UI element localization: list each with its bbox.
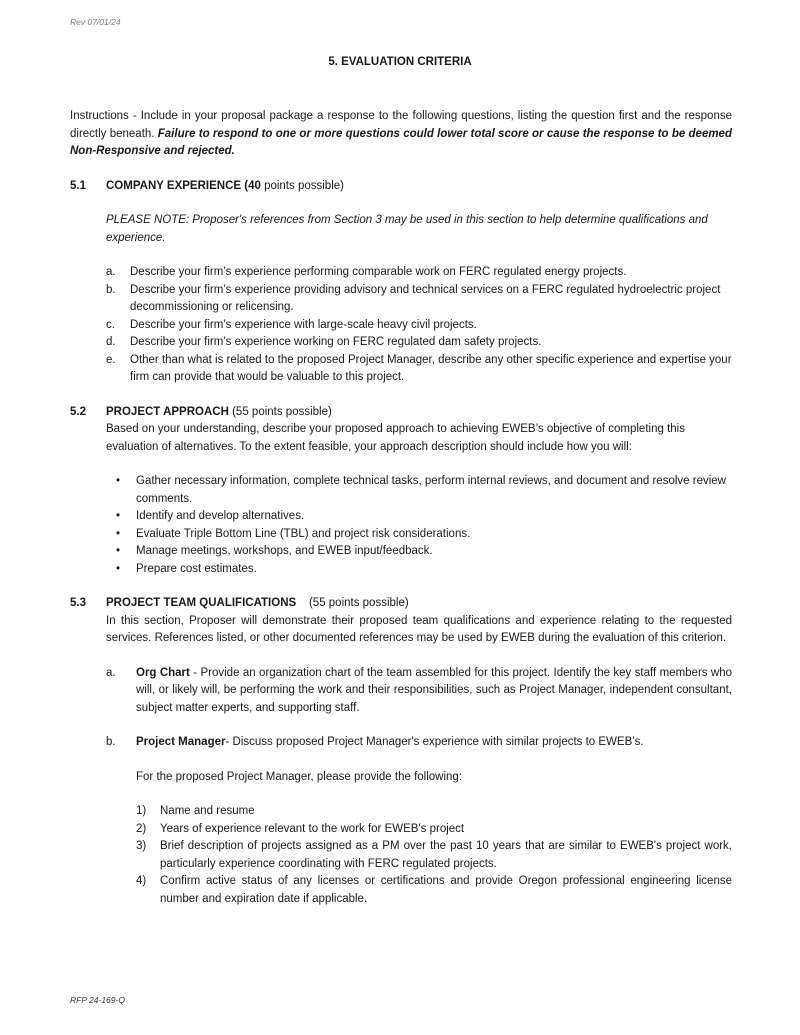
list-marker: a. [106, 266, 116, 278]
page-title: 5. EVALUATION CRITERIA [328, 56, 472, 68]
section-heading-points: points possible) [260, 179, 344, 192]
section-number: 5.2 [70, 405, 86, 418]
list-item-text: Describe your firm’s experience performing comparable work on FERC regulated energy projects. [130, 266, 627, 278]
section-heading-bold: COMPANY EXPERIENCE (40 [106, 179, 261, 192]
list-marker: 2) [136, 822, 147, 835]
section-heading [106, 404, 732, 422]
list-item [136, 803, 732, 821]
revision-date: Rev 07/01/24 [70, 17, 121, 27]
list-item [136, 873, 732, 908]
section-heading-bold: PROJECT APPROACH [106, 405, 229, 418]
list-item-text: Manage meetings, workshops, and EWEB input/feedback. [136, 545, 433, 557]
list-item [106, 561, 732, 579]
bullet-icon: • [116, 562, 121, 575]
list-item-text: Describe your firm’s experience working on FERC regulated dam safety projects. [130, 336, 542, 348]
section-number: 5.3 [70, 597, 86, 609]
list-item-text: Prepare cost estimates. [136, 562, 257, 575]
list-marker: a. [106, 666, 116, 679]
instructions-text: Instructions - Include in your proposal package a response to the following questions, listing the question first and the response directly beneath. [70, 110, 732, 140]
list-item [106, 508, 732, 526]
experience-questions [106, 264, 732, 387]
project-manager-requirements [136, 803, 732, 908]
list-item [106, 282, 732, 317]
list-marker: c. [106, 318, 115, 331]
list-marker: 4) [136, 875, 147, 887]
instructions-warning: Failure to respond to one or more questions could lower total score or cause the response to be deemed Non-Responsive and rejected. [70, 127, 732, 157]
section-heading [106, 595, 732, 613]
section-number: 5.1 [70, 179, 86, 192]
project-manager-lead: For the proposed Project Manager, please provide the following: [136, 770, 463, 783]
list-item-text: Identify and develop alternatives. [136, 510, 305, 522]
list-item-text: Describe your firm’s experience providing advisory and technical services on a FERC regulated hydroelectric project decommissioning or relicensing. [130, 283, 721, 313]
list-item-text: Gather necessary information, complete technical tasks, perform internal reviews, and document and resolve review comments. [136, 475, 726, 505]
section-heading-points: (55 points possible) [296, 597, 409, 609]
bullet-icon: • [116, 475, 121, 487]
list-item-text: Evaluate Triple Bottom Line (TBL) and project risk considerations. [136, 527, 471, 540]
section-heading-bold: PROJECT TEAM QUALIFICATIONS [106, 597, 297, 609]
list-item-text: Years of experience relevant to the work for EWEB's project [160, 822, 465, 835]
list-item [106, 317, 732, 335]
project-manager-label: Project Manager [136, 736, 226, 748]
list-item [106, 526, 732, 544]
org-chart-label: Org Chart [136, 666, 190, 679]
bullet-icon: • [116, 527, 121, 540]
list-item [106, 543, 732, 561]
list-item-text: Confirm active status of any licenses or certifications and provide Oregon professional engineering license number and expiration date if applicable. [160, 875, 732, 905]
section-note: PLEASE NOTE: Proposer's references from Section 3 may be used in this section to help determine qualifications and experience. [106, 214, 708, 244]
footer-rfp-number: RFP 24-169-Q [70, 995, 125, 1005]
list-item-text: Other than what is related to the proposed Project Manager, describe any other specific experience and expertise your firm can provide that would be valuable to this project. [130, 353, 732, 383]
document-body [70, 108, 732, 908]
list-item [106, 473, 732, 508]
section-intro: Based on your understanding, describe your proposed approach to achieving EWEB’s objective of completing this evaluation of alternatives. To the extent feasible, your approach description should include how you will: [106, 423, 685, 453]
list-marker: 3) [136, 840, 147, 852]
section-heading-points: (55 points possible) [228, 405, 332, 418]
project-manager-text: - Discuss proposed Project Manager's experience with similar projects to EWEB’s. [225, 736, 644, 748]
list-item-text: Brief description of projects assigned as a PM over the past 10 years that are similar to EWEB's project work, particularly experience coordinating with FERC regulated projects. [160, 840, 732, 870]
org-chart-item [106, 665, 732, 718]
list-item [136, 838, 732, 873]
list-item [106, 334, 732, 352]
section-5-1 [70, 178, 732, 387]
list-item [136, 821, 732, 839]
list-marker: e. [106, 353, 116, 366]
list-item-text: Name and resume [160, 805, 255, 817]
list-marker: d. [106, 336, 116, 348]
bullet-icon: • [116, 545, 121, 557]
approach-bullets [106, 473, 732, 578]
section-heading [106, 178, 732, 196]
list-item [106, 264, 732, 282]
section-5-3 [70, 595, 732, 908]
list-marker: 1) [136, 805, 147, 817]
bullet-icon: • [116, 510, 121, 522]
instructions-paragraph [70, 108, 732, 161]
list-item-text: Describe your firm’s experience with large-scale heavy civil projects. [130, 318, 477, 331]
list-marker: b. [106, 283, 116, 296]
org-chart-text: - Provide an organization chart of the team assembled for this project. Identify the key staff members who will, or likely will, be performing the work and their responsibilities, such as Project Manager, independent consultant, subject matter experts, and supporting staff. [136, 666, 733, 714]
section-intro: In this section, Proposer will demonstrate their proposed team qualifications and experience relating to the requested services. References listed, or other documented references may be used by EWEB during the evaluation of this criterion. [106, 614, 732, 644]
section-5-2 [70, 404, 732, 579]
project-manager-item [106, 734, 732, 908]
list-item [106, 352, 732, 387]
list-marker: b. [106, 736, 116, 748]
